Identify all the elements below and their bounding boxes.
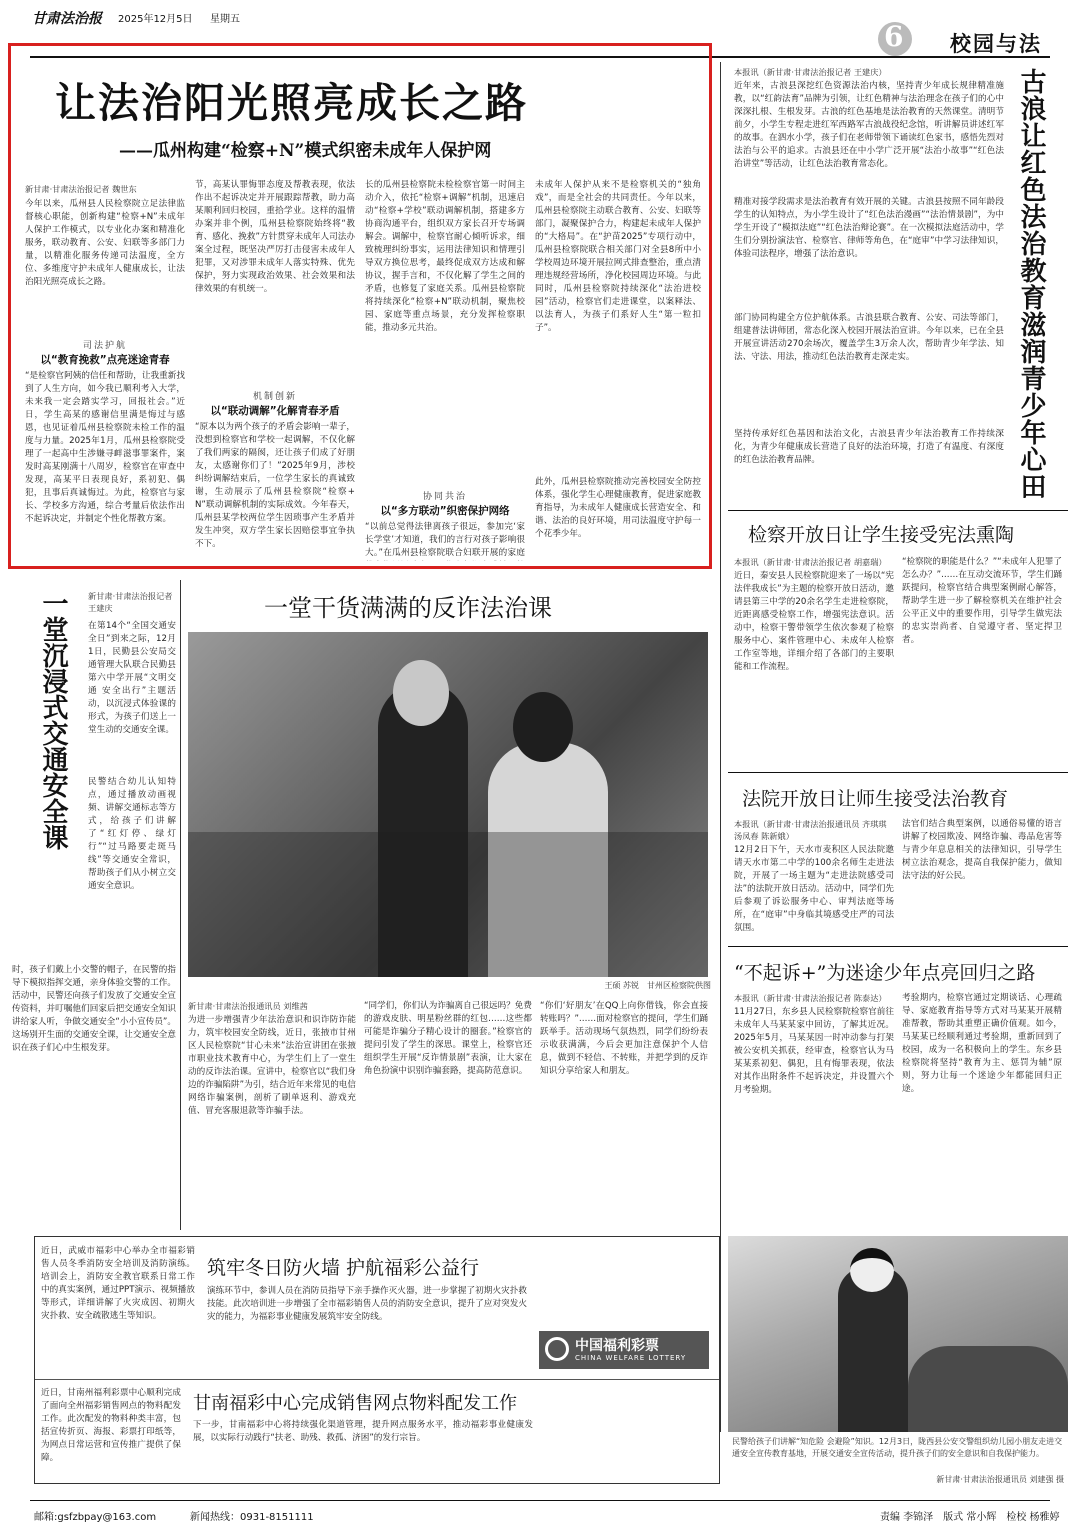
procuratorate-title: 检察开放日让学生接受宪法熏陶 — [748, 524, 1015, 546]
section-name: 校园与法 — [950, 31, 1042, 56]
lottery-panel — [34, 1236, 720, 1484]
court-para-1: 12月2日下午，天水市麦积区人民法院邀请天水市第二中学的100余名师生走进法院，开展了一场主题为“走进法院感受司法”的法院开放日活动。活动中，同学们先后参观了诉讼服务中心、审判法庭等场所，在“庭审”中身临其境感受庄严的司法氛围。 — [734, 845, 894, 933]
antifraud-photo — [188, 632, 708, 977]
traffic-divider — [180, 580, 181, 1230]
procuratorate-para-2: “检察院的职能是什么？”“未成年人犯罪了怎么办？”……在互动交流环节，学生们踊跃提问，检察官结合典型案例耐心解答，帮助学生进一步了解检察机关在维护社会公平正义中的重要作用，引导学生做宪法的忠实崇尚者、自觉遵守者、坚定捍卫者。 — [902, 557, 1062, 645]
nonpros-article — [728, 948, 1068, 1228]
issue-date: 2025年12月5日 — [118, 14, 193, 25]
fire-safety-extra — [539, 1245, 709, 1325]
procuratorate-article — [728, 512, 1068, 772]
gulang-para-4: 坚持传承好红色基因和法治文化，古浪县青少年法治教育工作持续深化，为青少年健康成长营造了良好的法治环境，打造了有温度、有深度的红色法治教育品牌。 — [734, 429, 1004, 465]
procuratorate-top-rule — [728, 510, 1068, 511]
traffic-police-credit: 新甘肃·甘肃法治报通讯员 刘建强 摄 — [936, 1475, 1064, 1484]
traffic-police-photo — [728, 1236, 1068, 1432]
nonpros-para-2: 考验期内，检察官通过定期谈话、心理疏导、家庭教育指导等方式对马某某开展精准帮教，帮助其重塑正确价值观。如今，马某某已经顺利通过考验期，重新回到了校园，成为一名积极向上的学生。东乡县检察院将坚持“教育为主、惩罚为辅”原则，努力让每一个迷途少年都能回归正途。 — [902, 993, 1062, 1094]
lead-col2-para: 节，高某认罪悔罪态度及帮教表现，依法作出不起诉决定并开展跟踪帮教，助力高某顺利回归校园，重拾学业。这样的温情办案并非个例，瓜州县检察院始终将“教育、感化、挽救”方针贯穿未成年人司法办案全过程，既坚决严厉打击侵害未成年人犯罪，又对涉罪未成年人落实特殊、优先保护，努力实现政治效果、社会效果和法律效果的有机统一。 — [195, 180, 355, 294]
lead-col3b-para: “以前总觉得法律离孩子很远，参加完‘家长学堂’才知道，我们的言行对孩子影响很大。”在瓜州县检察院联合妇联开展的家庭 — [365, 522, 525, 558]
gulang-vertical-title: 古浪让红色法治教育滋润青少年心田 — [1016, 68, 1046, 500]
gulang-para-2: 精准对接学段需求是法治教育有效开展的关键。古浪县按照不同年龄段学生的认知特点，为小学生设计了“红色法治漫画”“法治情景剧”，为中学生开设了“模拟法庭”“红色法治辩论赛”。在一次模拟法庭活动中，学生们分别扮演法官、检察官、律师等角色，在“庭审”中学习法律知识，体验司法程序，增强了法治意识。 — [734, 197, 1004, 259]
antifraud-article — [186, 580, 714, 1230]
lottery-logo-en: CHINA WELFARE LOTTERY — [575, 1354, 687, 1362]
footer-rule — [30, 1500, 1050, 1501]
antifraud-title: 一堂干货满满的反诈法治课 — [264, 594, 552, 622]
antifraud-byline: 新甘肃·甘肃法治报通讯员 刘维茜 — [188, 1001, 308, 1011]
lead-col1-para: 今年以来，瓜州县人民检察院立足法律监督核心职能，创新构建“检察+N”未成年人保护工作模式，以专业化办案和精准化服务，联动教育、公安、妇联等多部门力量，以精准化服务传递司法温度，全方位、多维度守护未成年人健康成长，让法治阳光照亮成长之路。 — [25, 199, 185, 287]
traffic-para-3: 时，孩子们戴上小交警的帽子，在民警的指导下模拟指挥交通，亲身体验交警的工作。活动中，民警还向孩子们发放了交通安全宣传资料，并叮嘱他们回家后把交通安全知识讲给家人听，争做交通安全“小小宣传员”。这场别开生面的交通安全课，让交通安全意识在孩子们心中生根发芽。 — [12, 965, 176, 1053]
gannan-title: 甘南福彩中心完成销售网点物料配发工作 — [193, 1393, 517, 1414]
fire-safety-para-1: 近日，武威市福彩中心举办全市福彩销售人员冬季消防安全培训及消防演练。培训会上，消防安全教官联系日常工作中的真实案例，通过PPT演示、视频播放等形式，详细讲解了火灾成因、初期火灾扑救、安全疏散逃生等知识。 — [41, 1246, 195, 1321]
traffic-police-caption: 民警给孩子们讲解“知危险 会避险”知识。12月3日，陇西县公安交警组织幼儿园小朋友走进交通安全宣传教育基地，开展交通安全宣传活动，提升孩子们的安全意识和自我保护能力。 — [732, 1437, 1063, 1458]
lead-sec2-heading: 以“联动调解”化解青春矛盾 — [210, 405, 340, 417]
nonpros-para-1: 11月27日，东乡县人民检察院检察官前往未成年人马某某家中回访，了解其近况。2025年5月，马某某因一时冲动参与打架被公安机关抓获，经审查，检察官认为马某某系初犯、偶犯，且有悔罪表现，依法对其作出附条件不起诉决定，并设置六个月考验期。 — [734, 1007, 894, 1095]
procuratorate-byline: 本报讯（新甘肃·甘肃法治报记者 胡嘉瑞） — [734, 557, 887, 567]
gulang-article — [728, 62, 1068, 502]
footer-hotline: 新闻热线：0931-8151111 — [190, 1512, 314, 1523]
antifraud-para-2: “同学们，你们认为诈骗离自己很远吗？免费的游戏皮肤、明星粉丝群的红包……这些都可能是诈骗分子精心设计的圈套。”检察官的提问引发了学生的深思。课堂上，检察官还组织学生开展“反诈情景剧”表演，让大家在角色扮演中识别诈骗套路，提高防范意识。 — [364, 1001, 532, 1076]
lead-col1b-para: “是检察官阿姨的信任和帮助，让我重新找到了人生方向，如今我已顺利考入大学，未来我一定会踏实学习，回报社会。”近日，学生高某的感谢信里满是悔过与感恩，也见证着瓜州县检察院未检工作的温度与力量。2025年1月，瓜州县检察院受理了一起高中生涉嫌寻衅滋事罪案件，案发时高某刚满十八周岁，检察官在审查中发现，高某平日表现良好，系初犯、偶犯，且事后真诚悔过。为此，检察官与家长、学校多方沟通，综合考量后依法作出不起诉决定，并制定个性化帮教方案。 — [25, 371, 185, 524]
footer-staff: 责编 李锦泽 版式 常小辉 检校 杨雅婷 — [880, 1512, 1060, 1523]
gulang-para-1: 近年来，古浪县深挖红色资源法治内核，坚持青少年成长规律精准施教，以“红韵法育”品牌为引领，让红色精神与法治理念在孩子们的心中深深扎根、生根发芽。古浪的红色基地是法治教育的天然课堂。清明节前夕，小学生专程走进红军西路军古浪战役纪念馆，听讲解员讲述红军的故事。在泗水小学，孩子们在老师带领下诵读红色家书，感悟先烈对法治与公平的追求。古浪县还在中小学广泛开展“法治小故事”“红色法治讲堂”等活动，让红色法治教育常态化。 — [734, 81, 1004, 169]
lead-sec3-heading: 以“多方联动”织密保护网络 — [380, 505, 510, 517]
lead-col3-para: 长的瓜州县检察院未检检察官第一时间主动介入，依托“检察+调解”机制，迅速启动“检察+学校”联动调解机制，搭建多方协商沟通平台，组织双方家长召开专场调解会。调解中，检察官耐心倾听诉求，细致梳理纠纷事实，运用法律知识和情理引导双方换位思考，最终促成双方达成和解协议，握手言和，不仅化解了学生之间的矛盾，也修复了家庭关系。瓜州县检察院将持续深化“检察+N”联动机制，聚焦校园、家庭等重点场景，充分发挥检察职能，推动多元共治。 — [365, 180, 525, 333]
lead-col4b-para: 此外，瓜州县检察院推动完善校园安全防控体系，强化学生心理健康教育，促进家庭教育指导，为未成年人健康成长营造安全、和谐、法治的良好环境，用司法温度守护每一个花季少年。 — [535, 477, 701, 539]
paper-name: 甘肃法治报 — [32, 11, 102, 27]
photo-police-head — [850, 1248, 894, 1292]
photo-figure-left-head — [393, 660, 449, 726]
traffic-byline: 新甘肃·甘肃法治报记者 王建庆 — [88, 591, 173, 613]
fire-safety-title: 筑牢冬日防火墙 护航福彩公益行 — [207, 1257, 480, 1279]
antifraud-para-1: 为进一步增强青少年法治意识和识诈防诈能力，筑牢校园安全防线，近日，张掖市甘州区人民检察院“甘心未来”法治宣讲团在张掖市职业技术教育中心，为学生们上了一堂生动的反诈法治课。宣讲中，检察官以“我们身边的诈骗陷阱”为引，结合近年来常见的电信网络诈骗案例，剖析了刷单返利、游戏充值、冒充客服退款等诈骗手法。 — [188, 1015, 356, 1116]
nonpros-top-rule — [728, 946, 1068, 947]
lead-byline: 新甘肃·甘肃法治报记者 魏世东 — [25, 184, 137, 194]
fire-safety-para-2: 演练环节中，参训人员在消防员指导下亲手操作灭火器，进一步掌握了初期火灾扑救技能。此次培训进一步增强了全市福彩销售人员的消防安全意识，提升了应对突发火灾的能力，为福彩事业健康发展筑牢安全防线。 — [207, 1286, 527, 1322]
gulang-byline: 本报讯（新甘肃·甘肃法治报记者 王建庆） — [734, 67, 887, 77]
lead-title: 让法治阳光照亮成长之路 — [55, 79, 528, 127]
gannan-para-1: 近日，甘南州福利彩票中心顺利完成了面向全州福彩销售网点的物料配发工作。此次配发的物料种类丰富，包括宣传折页、海报、彩票打印纸等，为网点日常运营和宣传推广提供了保障。 — [41, 1388, 181, 1463]
lottery-divider — [35, 1379, 719, 1380]
court-title: 法院开放日让师生接受法治教育 — [742, 788, 1009, 810]
court-para-2: 法官们结合典型案例，以通俗易懂的语言讲解了校园欺凌、网络诈骗、毒品危害等与青少年息息相关的法律知识，引导学生树立法治观念，提高自我保护能力，做知法守法的好公民。 — [902, 819, 1062, 881]
traffic-para-2: 民警结合幼儿认知特点，通过播放动画视频、讲解交通标志等方式，给孩子们讲解了“红灯停、绿灯行”“过马路要走斑马线”等交通安全常识，帮助孩子们从小树立交通安全意识。 — [88, 777, 176, 891]
court-byline: 本报讯（新甘肃·甘肃法治报通讯员 齐琪琪 汤凤春 陈新娥） — [734, 819, 887, 841]
nonpros-title: “不起诉+”为迷途少年点亮回归之路 — [734, 962, 1036, 984]
footer-email: 邮箱:gsfzbpay@163.com — [34, 1512, 157, 1523]
traffic-para-1: 在第14个“全国交通安全日”到来之际，12月1日，民勤县公安局交通管理大队联合民勤县第六中学开展“文明交通 安全出行”主题活动，以沉浸式体验课的形式，为孩子们送上一堂生动的交通安全课。 — [88, 621, 176, 735]
traffic-article — [8, 580, 178, 1230]
court-article — [728, 774, 1068, 944]
lead-subtitle: ——瓜州构建“检察+N”模式织密未成年人保护网 — [119, 141, 492, 161]
nonpros-byline: 本报讯（新甘肃·甘肃法治报记者 陈泰达） — [734, 993, 887, 1003]
lead-sec1-heading: 以“教育挽救”点亮迷途青春 — [40, 354, 170, 366]
lottery-logo-icon — [545, 1337, 569, 1361]
court-top-rule — [728, 772, 1068, 773]
lead-sec1-kicker: 司法护航 — [82, 341, 127, 351]
page-number: 6 — [884, 20, 904, 53]
photo-audience-bg — [188, 832, 708, 977]
issue-weekday: 星期五 — [210, 14, 240, 25]
lead-sec2-kicker: 机制创新 — [252, 392, 297, 402]
photo-figure-right-head — [513, 692, 573, 762]
lead-sec3-kicker: 协同共治 — [422, 492, 467, 502]
gannan-para-2: 下一步，甘南福彩中心将持续强化渠道管理，提升网点服务水平，推动福彩事业健康发展，以实际行动践行“扶老、助残、救孤、济困”的发行宗旨。 — [193, 1420, 533, 1443]
gannan-para-3 — [543, 1387, 713, 1479]
antifraud-photo-credit: 王硕 苏锐 甘州区检察院供图 — [604, 981, 711, 990]
lead-col2b-para: “原本以为两个孩子的矛盾会影响一辈子，没想到检察官和学校一起调解，不仅化解了我们两家的隔阂，还让孩子们成了好朋友，太感谢你们了！”2025年9月，涉校纠纷调解结束后，一位学生家长的真诚致谢，生动展示了瓜州县检察院“检察+N”联动调解机制的实际成效。今年春天，瓜州县某学校两位学生因琐事产生矛盾并发生冲突，双方学生家长因赔偿事宜争执不下。 — [195, 422, 355, 549]
lead-col4-para: 未成年人保护从来不是检察机关的“独角戏”，而是全社会的共同责任。今年以来，瓜州县检察院主动联合教育、公安、妇联等部门，凝聚保护合力，构建起未成年人保护的“大格局”。在“护苗2025”专项行动中，瓜州县检察院联合相关部门对全县8所中小学校周边环境开展拉网式排查整治，重点清理违规经营场所，净化校园周边环境。与此同时，瓜州县检察院持续深化“法治进校园”活动，检察官们走进课堂，以案释法、以法育人，为孩子们系好人生“第一粒扣子”。 — [535, 180, 701, 333]
procuratorate-para-1: 近日，秦安县人民检察院迎来了一场以“宪法伴我成长”为主题的检察开放日活动，邀请县第三中学的20余名学生走进检察院，近距离感受检察工作，增强宪法意识。活动中，检察干警带领学生依次参观了检察服务中心、案件管理中心、未成年人检察工作室等地，详细介绍了各部门的主要职能和工作流程。 — [734, 571, 894, 672]
lead-article — [8, 43, 712, 569]
photo-children — [908, 1346, 1068, 1432]
traffic-vertical-title: 一堂沉浸式交通安全课 — [38, 590, 68, 850]
right-column-divider — [720, 62, 721, 1432]
lottery-logo-text: 中国福利彩票 — [575, 1338, 659, 1354]
antifraud-para-3: “你们‘好朋友’在QQ上向你借钱，你会直接转账吗？”……面对检察官的提问，学生们踊跃举手。活动现场气氛热烈，同学们纷纷表示收获满满，今后会更加注意保护个人信息，做到不轻信、不转账，并把学到的反诈知识分享给家人和朋友。 — [540, 1001, 708, 1076]
gulang-para-3: 部门协同构建全方位护航体系。古浪县联合教育、公安、司法等部门，组建普法讲师团，常态化深入校园开展法治宣讲。今年以来，已在全县开展宣讲活动270余场次，覆盖学生3万余人次，帮助青少年学法、知法、守法、用法，推动红色法治教育走深走实。 — [734, 313, 1004, 362]
